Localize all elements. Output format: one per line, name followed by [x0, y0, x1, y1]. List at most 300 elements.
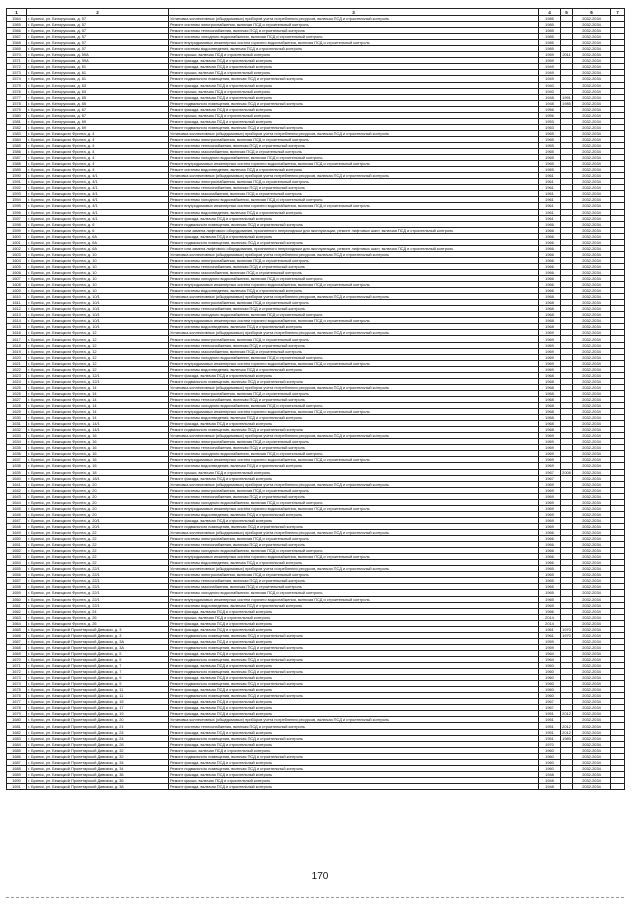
- row-number-cell: 1599: [7, 227, 27, 233]
- work-type-cell: Ремонт системы холодного водоснабжения, включая ПСД и строительный контроль: [169, 499, 539, 505]
- address-cell: г. Брянск, ул. Бежицкого Фронта, д. 16: [27, 451, 169, 457]
- address-cell: г. Брянск, ул. Бежицкого Фронта, д. 10/1: [27, 300, 169, 306]
- row-number-cell: 1667: [7, 638, 27, 644]
- row-number-cell: 1643: [7, 493, 27, 499]
- build-year-cell: 1948: [539, 783, 561, 789]
- address-cell: г. Брянск, ул. Бежицкого Фронта, д. 12: [27, 342, 169, 348]
- address-cell: г. Брянск, ул. Бежицкого Фронта, д. 12: [27, 330, 169, 336]
- row-number-cell: 1573: [7, 70, 27, 76]
- address-cell: г. Брянск, ул. Бежицкой Пролетарской Дивизии, д. 20: [27, 717, 169, 723]
- build-year-cell: 1968: [539, 415, 561, 421]
- build-year-cell: 1961: [539, 632, 561, 638]
- period-cell: 2032-2034: [573, 487, 611, 493]
- address-cell: г. Брянск, ул. Бежицкого Фронта, д. 14/1: [27, 421, 169, 427]
- work-type-cell: Установка коллективных (общедомовых) приборов учета потребления ресурсов, включая ПСД и строительный контроль: [169, 294, 539, 300]
- work-type-cell: Ремонт системы электроснабжения, включая ПСД и строительный контроль: [169, 487, 539, 493]
- period-cell: 2032-2034: [573, 542, 611, 548]
- row-number-cell: 1639: [7, 469, 27, 475]
- period-cell: 2032-2034: [573, 22, 611, 28]
- address-cell: г. Брянск, ул. Белорусская, д. 67: [27, 106, 169, 112]
- build-year-cell: 1970: [539, 741, 561, 747]
- build-year-cell: 1969: [539, 457, 561, 463]
- period-cell: 2032-2034: [573, 70, 611, 76]
- build-year-cell: 1960: [539, 765, 561, 771]
- build-year-cell: 1969: [539, 505, 561, 511]
- header-cell: 6: [573, 9, 611, 16]
- work-type-cell: Ремонт крыши, включая ПСД и строительный контроль: [169, 614, 539, 620]
- row-number-cell: 1675: [7, 687, 27, 693]
- address-cell: г. Брянск, ул. Бежицкой Пролетарской Дивизии, д. 9: [27, 681, 169, 687]
- work-type-cell: Ремонт или замена лифтового оборудования, признанного непригодным для эксплуатации, ремонт лифтовых шахт, включая ПСД и строительный контроль: [169, 227, 539, 233]
- row-number-cell: 1686: [7, 753, 27, 759]
- work-type-cell: Ремонт крыши, включая ПСД и строительный контроль: [169, 70, 539, 76]
- address-cell: г. Брянск, ул. Бежицкого Фронта, д. 4: [27, 130, 169, 136]
- build-year-cell: 1959: [539, 58, 561, 64]
- work-type-cell: Ремонт системы газоснабжения, включая ПСД и строительный контроль: [169, 191, 539, 197]
- build-year-cell: 1961: [539, 203, 561, 209]
- row-number-cell: 1645: [7, 505, 27, 511]
- work-type-cell: Ремонт фасада, включая ПСД и строительный контроль: [169, 215, 539, 221]
- period-cell: 2032-2034: [573, 620, 611, 626]
- period-cell: 2032-2034: [573, 675, 611, 681]
- build-year-cell: 1960: [539, 747, 561, 753]
- row-number-cell: 1607: [7, 276, 27, 282]
- period-cell: 2032-2034: [573, 330, 611, 336]
- address-cell: г. Брянск, ул. Бежицкой Пролетарской Дивизии, д. 3А: [27, 638, 169, 644]
- work-type-cell: Установка коллективных (общедомовых) приборов учета потребления ресурсов, включая ПСД и строительный контроль: [169, 16, 539, 22]
- work-type-cell: Ремонт системы холодного водоснабжения, включая ПСД и строительный контроль: [169, 155, 539, 161]
- period-cell: 2032-2034: [573, 366, 611, 372]
- build-year-cell: 1966: [539, 282, 561, 288]
- address-cell: г. Брянск, ул. Бежицкого Фронта, д. 6А: [27, 239, 169, 245]
- work-type-cell: Ремонт системы теплоснабжения, включая ПСД и строительный контроль: [169, 542, 539, 548]
- build-year-cell: 1968: [539, 403, 561, 409]
- build-year-cell: 1965: [539, 167, 561, 173]
- period-cell: 2032-2034: [573, 517, 611, 523]
- period-cell: 2032-2034: [573, 378, 611, 384]
- overhaul-year-cell: 1970: [562, 632, 571, 638]
- build-year-cell: 1965: [539, 142, 561, 148]
- address-cell: г. Брянск, ул. Бежицкой Пролетарской Дивизии, д. 32: [27, 747, 169, 753]
- address-cell: г. Брянск, ул. Бежицкого Фронта, д. 10/1: [27, 318, 169, 324]
- period-cell: 2032-2034: [573, 348, 611, 354]
- work-type-cell: Ремонт крыши, включая ПСД и строительный контроль: [169, 112, 539, 118]
- address-cell: г. Брянск, ул. Бежицкого Фронта, д. 4: [27, 161, 169, 167]
- address-cell: г. Брянск, ул. Бежицкого Фронта, д. 22: [27, 529, 169, 535]
- period-cell: 2032-2034: [573, 34, 611, 40]
- work-type-cell: Ремонт системы водоотведения, включая ПСД и строительный контроль: [169, 209, 539, 215]
- work-type-cell: Ремонт системы теплоснабжения, включая ПСД и строительный контроль: [169, 578, 539, 584]
- period-cell: 2032-2034: [573, 536, 611, 542]
- period-cell: 2032-2034: [573, 354, 611, 360]
- build-year-cell: 1966: [539, 542, 561, 548]
- row-number-cell: 1619: [7, 348, 27, 354]
- period-cell: 2032-2034: [573, 566, 611, 572]
- work-type-cell: Ремонт фасада, включая ПСД и строительный контроль: [169, 638, 539, 644]
- work-type-cell: Ремонт системы холодного водоснабжения, включая ПСД и строительный контроль: [169, 590, 539, 596]
- row-number-cell: 1671: [7, 663, 27, 669]
- row-number-cell: 1651: [7, 542, 27, 548]
- build-year-cell: 1967: [539, 469, 561, 475]
- build-year-cell: 1965: [539, 161, 561, 167]
- work-type-cell: Ремонт внутридомовых инженерных систем горячего водоснабжения, включая ПСД и строительный контроль: [169, 596, 539, 602]
- overhaul-year-cell: 1989: [562, 735, 571, 741]
- work-type-cell: Ремонт крыши, включая ПСД и строительный контроль: [169, 469, 539, 475]
- row-number-cell: 1602: [7, 245, 27, 251]
- table-body: [7, 16, 625, 790]
- build-year-cell: 1969: [539, 487, 561, 493]
- row-number-cell: 1625: [7, 384, 27, 390]
- work-type-cell: Ремонт фасада, включая ПСД и строительный контроль: [169, 58, 539, 64]
- period-cell: 2032-2034: [573, 149, 611, 155]
- address-cell: г. Брянск, ул. Бежицкого Фронта, д. 10/1: [27, 324, 169, 330]
- period-cell: 2032-2034: [573, 463, 611, 469]
- address-cell: г. Брянск, ул. Белорусская, д. 57: [27, 46, 169, 52]
- build-year-cell: 1967: [539, 705, 561, 711]
- period-cell: 2032-2034: [573, 173, 611, 179]
- work-type-cell: Ремонт фасада, включая ПСД и строительный контроль: [169, 711, 539, 717]
- address-cell: г. Брянск, ул. Бежицкой Пролетарской Дивизии, д. 19: [27, 711, 169, 717]
- row-number-cell: 1689: [7, 771, 27, 777]
- row-number-cell: 1604: [7, 257, 27, 263]
- address-cell: г. Брянск, ул. Бежицкого Фронта, д. 20/1: [27, 517, 169, 523]
- work-type-cell: Ремонт системы электроснабжения, включая ПСД и строительный контроль: [169, 390, 539, 396]
- work-type-cell: Ремонт фасада, включая ПСД и строительный контроль: [169, 82, 539, 88]
- row-number-cell: 1685: [7, 747, 27, 753]
- period-cell: 2032-2034: [573, 403, 611, 409]
- period-cell: 2032-2034: [573, 711, 611, 717]
- row-number-cell: 1664: [7, 620, 27, 626]
- build-year-cell: 1965: [539, 155, 561, 161]
- header-cell: 3: [169, 9, 539, 16]
- period-cell: 2032-2034: [573, 118, 611, 124]
- build-year-cell: 1968: [539, 378, 561, 384]
- period-cell: 2032-2034: [573, 294, 611, 300]
- build-year-cell: 1965: [539, 596, 561, 602]
- row-number-cell: 1677: [7, 699, 27, 705]
- header-cell: 4: [539, 9, 561, 16]
- build-year-cell: 1969: [539, 517, 561, 523]
- overhaul-year-cell: 2012: [562, 729, 571, 735]
- build-year-cell: 1964: [539, 650, 561, 656]
- work-type-cell: Ремонт системы теплоснабжения, включая ПСД и строительный контроль: [169, 493, 539, 499]
- work-type-cell: Ремонт внутридомовых инженерных систем горячего водоснабжения, включая ПСД и строительный контроль: [169, 409, 539, 415]
- period-cell: 2032-2034: [573, 493, 611, 499]
- address-cell: г. Брянск, ул. Бежицкого Фронта, д. 4/1: [27, 215, 169, 221]
- build-year-cell: 1964: [539, 656, 561, 662]
- build-year-cell: 1951: [539, 711, 561, 717]
- period-cell: 2032-2034: [573, 179, 611, 185]
- row-number-cell: 1673: [7, 675, 27, 681]
- period-cell: 2032-2034: [573, 705, 611, 711]
- period-cell: 2032-2034: [573, 28, 611, 34]
- work-type-cell: Ремонт фасада, включая ПСД и строительный контроль: [169, 705, 539, 711]
- build-year-cell: 1985: [539, 40, 561, 46]
- overhaul-year-cell: 2012: [562, 711, 571, 717]
- row-number-cell: 1653: [7, 554, 27, 560]
- row-number-cell: 1647: [7, 517, 27, 523]
- period-cell: 2032-2034: [573, 632, 611, 638]
- work-type-cell: Ремонт фасада, включая ПСД и строительный контроль: [169, 663, 539, 669]
- work-type-cell: Ремонт внутридомовых инженерных систем горячего водоснабжения, включая ПСД и строительный контроль: [169, 282, 539, 288]
- document-sheet: [6, 8, 624, 790]
- build-year-cell: 1961: [539, 179, 561, 185]
- work-type-cell: Ремонт системы электроснабжения, включая ПСД и строительный контроль: [169, 300, 539, 306]
- period-cell: 2032-2034: [573, 505, 611, 511]
- row-number-cell: 1618: [7, 342, 27, 348]
- period-cell: 2032-2034: [573, 130, 611, 136]
- row-number-cell: 1581: [7, 118, 27, 124]
- work-type-cell: Установка коллективных (общедомовых) приборов учета потребления ресурсов, включая ПСД и строительный контроль: [169, 251, 539, 257]
- row-number-cell: 1628: [7, 403, 27, 409]
- build-year-cell: 1968: [539, 384, 561, 390]
- address-cell: г. Брянск, ул. Белорусская, д. 65: [27, 100, 169, 106]
- period-cell: 2032-2034: [573, 560, 611, 566]
- build-year-cell: 1948: [539, 777, 561, 783]
- row-number-cell: 1624: [7, 378, 27, 384]
- row-number-cell: 1614: [7, 318, 27, 324]
- build-year-cell: 1965: [539, 584, 561, 590]
- build-year-cell: 1961: [539, 191, 561, 197]
- address-cell: г. Брянск, ул. Белорусская, д. 57: [27, 40, 169, 46]
- work-type-cell: Установка коллективных (общедомовых) приборов учета потребления ресурсов, включая ПСД и строительный контроль: [169, 566, 539, 572]
- address-cell: г. Брянск, ул. Бежицкой Пролетарской Дивизии, д. 24: [27, 729, 169, 735]
- period-cell: 2032-2034: [573, 46, 611, 52]
- build-year-cell: 1960: [539, 681, 561, 687]
- row-number-cell: 1571: [7, 58, 27, 64]
- row-number-cell: 1649: [7, 529, 27, 535]
- period-cell: 2032-2034: [573, 52, 611, 58]
- row-number-cell: 1620: [7, 354, 27, 360]
- work-type-cell: Ремонт фасада, включая ПСД и строительный контроль: [169, 675, 539, 681]
- period-cell: 2032-2034: [573, 729, 611, 735]
- build-year-cell: 1960: [539, 759, 561, 765]
- row-number-cell: 1678: [7, 705, 27, 711]
- address-cell: г. Брянск, ул. Белорусская, д. 69: [27, 118, 169, 124]
- work-type-cell: Ремонт системы газоснабжения, включая ПСД и строительный контроль: [169, 348, 539, 354]
- address-cell: г. Брянск, ул. Бежицкого Фронта, д. 16: [27, 445, 169, 451]
- row-number-cell: 1637: [7, 457, 27, 463]
- address-cell: г. Брянск, ул. Бежицкого Фронта, д. 12: [27, 360, 169, 366]
- period-cell: 2032-2034: [573, 221, 611, 227]
- row-number-cell: 1641: [7, 481, 27, 487]
- period-cell: 2032-2034: [573, 451, 611, 457]
- row-number-cell: 1605: [7, 263, 27, 269]
- period-cell: 2032-2034: [573, 203, 611, 209]
- work-type-cell: Ремонт крыши, включая ПСД и строительный контроль: [169, 88, 539, 94]
- address-cell: г. Брянск, ул. Бежицкого Фронта, д. 20/1: [27, 523, 169, 529]
- period-cell: 2032-2034: [573, 445, 611, 451]
- overhaul-year-cell: 2012: [562, 723, 571, 729]
- address-cell: г. Брянск, ул. Бежицкой Пролетарской Дивизии, д. 3: [27, 632, 169, 638]
- row-number-cell: 1598: [7, 221, 27, 227]
- period-cell: 2032-2034: [573, 233, 611, 239]
- work-type-cell: Ремонт системы водоотведения, включая ПСД и строительный контроль: [169, 602, 539, 608]
- address-cell: г. Брянск, ул. Бежицкой Пролетарской Дивизии, д. 5: [27, 650, 169, 656]
- work-type-cell: Ремонт системы водоотведения, включая ПСД и строительный контроль: [169, 463, 539, 469]
- period-cell: 2032-2034: [573, 753, 611, 759]
- row-number-cell: 1627: [7, 396, 27, 402]
- row-number-cell: 1566: [7, 28, 27, 34]
- period-cell: 2032-2034: [573, 40, 611, 46]
- address-cell: г. Брянск, ул. Бежицкого Фронта, д. 22/1: [27, 596, 169, 602]
- period-cell: 2032-2034: [573, 548, 611, 554]
- address-cell: г. Брянск, ул. Белорусская, д. 65: [27, 94, 169, 100]
- build-year-cell: 1951: [539, 735, 561, 741]
- period-cell: 2032-2034: [573, 58, 611, 64]
- build-year-cell: 1969: [539, 342, 561, 348]
- address-cell: г. Брянск, ул. Бежицкого Фронта, д. 22/1: [27, 566, 169, 572]
- period-cell: 2032-2034: [573, 626, 611, 632]
- address-cell: г. Брянск, ул. Бежицкого Фронта, д. 10/1: [27, 294, 169, 300]
- period-cell: 2032-2034: [573, 76, 611, 82]
- build-year-cell: 1968: [539, 409, 561, 415]
- build-year-cell: 1965: [539, 566, 561, 572]
- build-year-cell: 2014: [539, 614, 561, 620]
- work-type-cell: Ремонт подвального помещения, включая ПСД и строительный контроль: [169, 644, 539, 650]
- page-number: 170: [311, 871, 329, 882]
- work-type-cell: Ремонт подвального помещения, включая ПСД и строительный контроль: [169, 632, 539, 638]
- work-type-cell: Ремонт внутридомовых инженерных систем горячего водоснабжения, включая ПСД и строительный контроль: [169, 554, 539, 560]
- work-type-cell: Ремонт подвального помещения, включая ПСД и строительный контроль: [169, 656, 539, 662]
- build-year-cell: 1956: [539, 106, 561, 112]
- overhaul-year-cell: [561, 783, 573, 789]
- period-cell: 2032-2034: [573, 142, 611, 148]
- header-cell: 5: [561, 9, 573, 16]
- period-cell: 2032-2034: [573, 100, 611, 106]
- address-cell: г. Брянск, ул. Бежицкой Пролетарской Дивизии, д. 17: [27, 705, 169, 711]
- build-year-cell: 1951: [539, 729, 561, 735]
- work-type-cell: Ремонт подвального помещения, включая ПСД и строительный контроль: [169, 681, 539, 687]
- row-number-cell: 1676: [7, 693, 27, 699]
- build-year-cell: 1967: [539, 699, 561, 705]
- overhaul-year-cell: 2008: [562, 469, 571, 475]
- period-cell: 2032-2034: [573, 257, 611, 263]
- period-cell: 2032-2034: [573, 529, 611, 535]
- row-number-cell: 1629: [7, 409, 27, 415]
- address-cell: г. Брянск, ул. Белорусская, д. 61: [27, 76, 169, 82]
- page-bottom-divider: [6, 897, 624, 898]
- row-number-cell: 1660: [7, 596, 27, 602]
- build-year-cell: 1969: [539, 354, 561, 360]
- row-number-cell: 1591: [7, 179, 27, 185]
- work-type-cell: Ремонт подвального помещения, включая ПСД и строительный контроль: [169, 765, 539, 771]
- row-number-cell: 1594: [7, 197, 27, 203]
- work-type-cell: Ремонт фасада, включая ПСД и строительный контроль: [169, 759, 539, 765]
- work-type-cell: Ремонт внутридомовых инженерных систем горячего водоснабжения, включая ПСД и строительный контроль: [169, 457, 539, 463]
- work-type-cell: Ремонт системы холодного водоснабжения, включая ПСД и строительный контроль: [169, 197, 539, 203]
- period-cell: 2032-2034: [573, 251, 611, 257]
- row-number-cell: 1679: [7, 711, 27, 717]
- period-cell: 2032-2034: [573, 717, 611, 723]
- period-cell: 2032-2034: [573, 511, 611, 517]
- build-year-cell: 1961: [539, 197, 561, 203]
- address-cell: г. Брянск, ул. Бежицкого Фронта, д. 4/1: [27, 191, 169, 197]
- period-cell: 2032-2034: [573, 390, 611, 396]
- table-header-row: [7, 9, 625, 16]
- work-type-cell: Ремонт системы холодного водоснабжения, включая ПСД и строительный контроль: [169, 403, 539, 409]
- work-type-cell: Ремонт крыши, включая ПСД и строительный контроль: [169, 52, 539, 58]
- work-type-cell: Ремонт системы электроснабжения, включая ПСД и строительный контроль: [169, 572, 539, 578]
- address-cell: г. Брянск, ул. Бежицкого Фронта, д. 10: [27, 269, 169, 275]
- row-number-cell: 1587: [7, 155, 27, 161]
- address-cell: г. Брянск, ул. Белорусская, д. 63: [27, 88, 169, 94]
- period-cell: 2032-2034: [573, 185, 611, 191]
- work-type-cell: Ремонт системы холодного водоснабжения, включая ПСД и строительный контроль: [169, 276, 539, 282]
- build-year-cell: 1953: [539, 124, 561, 130]
- row-number-cell: 1681: [7, 723, 27, 729]
- build-year-cell: 1969: [539, 451, 561, 457]
- work-type-cell: Ремонт фасада, включая ПСД и строительный контроль: [169, 650, 539, 656]
- address-cell: г. Брянск, ул. Белорусская, д. 67: [27, 112, 169, 118]
- address-cell: г. Брянск, ул. Белорусская, д. 63: [27, 82, 169, 88]
- repair-schedule-table: [6, 8, 625, 790]
- work-type-cell: Ремонт внутридомовых инженерных систем горячего водоснабжения, включая ПСД и строительный контроль: [169, 360, 539, 366]
- row-number-cell: 1657: [7, 578, 27, 584]
- work-type-cell: Ремонт системы теплоснабжения, включая ПСД и строительный контроль: [169, 396, 539, 402]
- work-type-cell: Ремонт или замена лифтового оборудования, признанного непригодным для эксплуатации, ремонт лифтовых шахт, включая ПСД и строительный контроль: [169, 245, 539, 251]
- period-cell: 2032-2034: [573, 161, 611, 167]
- address-cell: г. Брянск, ул. Бежицкого Фронта, д. 4/1: [27, 209, 169, 215]
- period-cell: 2032-2034: [573, 584, 611, 590]
- period-cell: 2032-2034: [573, 638, 611, 644]
- build-year-cell: 1985: [539, 46, 561, 52]
- work-type-cell: Ремонт фасада, включая ПСД и строительный контроль: [169, 741, 539, 747]
- row-number-cell: 1690: [7, 777, 27, 783]
- row-number-cell: 1588: [7, 161, 27, 167]
- address-cell: г. Брянск, ул. Бежицкого Фронта, д. 4: [27, 149, 169, 155]
- address-cell: г. Брянск, ул. Бежицкой Пролетарской Дивизии, д. 24: [27, 735, 169, 741]
- address-cell: г. Брянск, ул. Бежицкой Пролетарской Дивизии, д. 7: [27, 669, 169, 675]
- period-cell: 2032-2034: [573, 112, 611, 118]
- address-cell: г. Брянск, ул. Бежицкого Фронта, д. 6: [27, 221, 169, 227]
- period-cell: 2032-2034: [573, 306, 611, 312]
- build-year-cell: 1985: [539, 34, 561, 40]
- work-type-cell: Ремонт системы газоснабжения, включая ПСД и строительный контроль: [169, 584, 539, 590]
- build-year-cell: 1961: [539, 185, 561, 191]
- work-type-cell: Ремонт системы холодного водоснабжения, включая ПСД и строительный контроль: [169, 451, 539, 457]
- work-type-cell: Ремонт системы теплоснабжения, включая ПСД и строительный контроль: [169, 723, 539, 729]
- address-cell: г. Брянск, ул. Белорусская, д. 59А: [27, 58, 169, 64]
- period-cell: 2032-2034: [573, 288, 611, 294]
- address-cell: г. Брянск, ул. Бежицкого Фронта, д. 14: [27, 415, 169, 421]
- build-year-cell: 1966: [539, 560, 561, 566]
- build-year-cell: 1965: [539, 149, 561, 155]
- build-year-cell: 1985: [539, 16, 561, 22]
- row-number-cell: 1670: [7, 656, 27, 662]
- build-year-cell: 1966: [539, 257, 561, 263]
- build-year-cell: 1960: [539, 753, 561, 759]
- period-cell: 2032-2034: [573, 681, 611, 687]
- row-number-cell: 1589: [7, 167, 27, 173]
- period-cell: 2032-2034: [573, 469, 611, 475]
- row-number-cell: 1648: [7, 523, 27, 529]
- build-year-cell: 1948: [539, 100, 561, 106]
- build-year-cell: 1940: [539, 88, 561, 94]
- row-number-cell: 1661: [7, 602, 27, 608]
- build-year-cell: 1966: [539, 227, 561, 233]
- address-cell: г. Брянск, ул. Бежицкого Фронта, д. 14: [27, 390, 169, 396]
- address-cell: г. Брянск, ул. Белорусская, д. 61: [27, 70, 169, 76]
- row-number-cell: 1593: [7, 191, 27, 197]
- build-year-cell: 1969: [539, 336, 561, 342]
- build-year-cell: 1966: [539, 608, 561, 614]
- period-cell: 2032-2034: [573, 439, 611, 445]
- work-type-cell: Ремонт крыши, включая ПСД и строительный контроль: [169, 777, 539, 783]
- row-number-cell: 1579: [7, 106, 27, 112]
- address-cell: г. Брянск, ул. Бежицкого Фронта, д. 10: [27, 288, 169, 294]
- period-cell: 2032-2034: [573, 263, 611, 269]
